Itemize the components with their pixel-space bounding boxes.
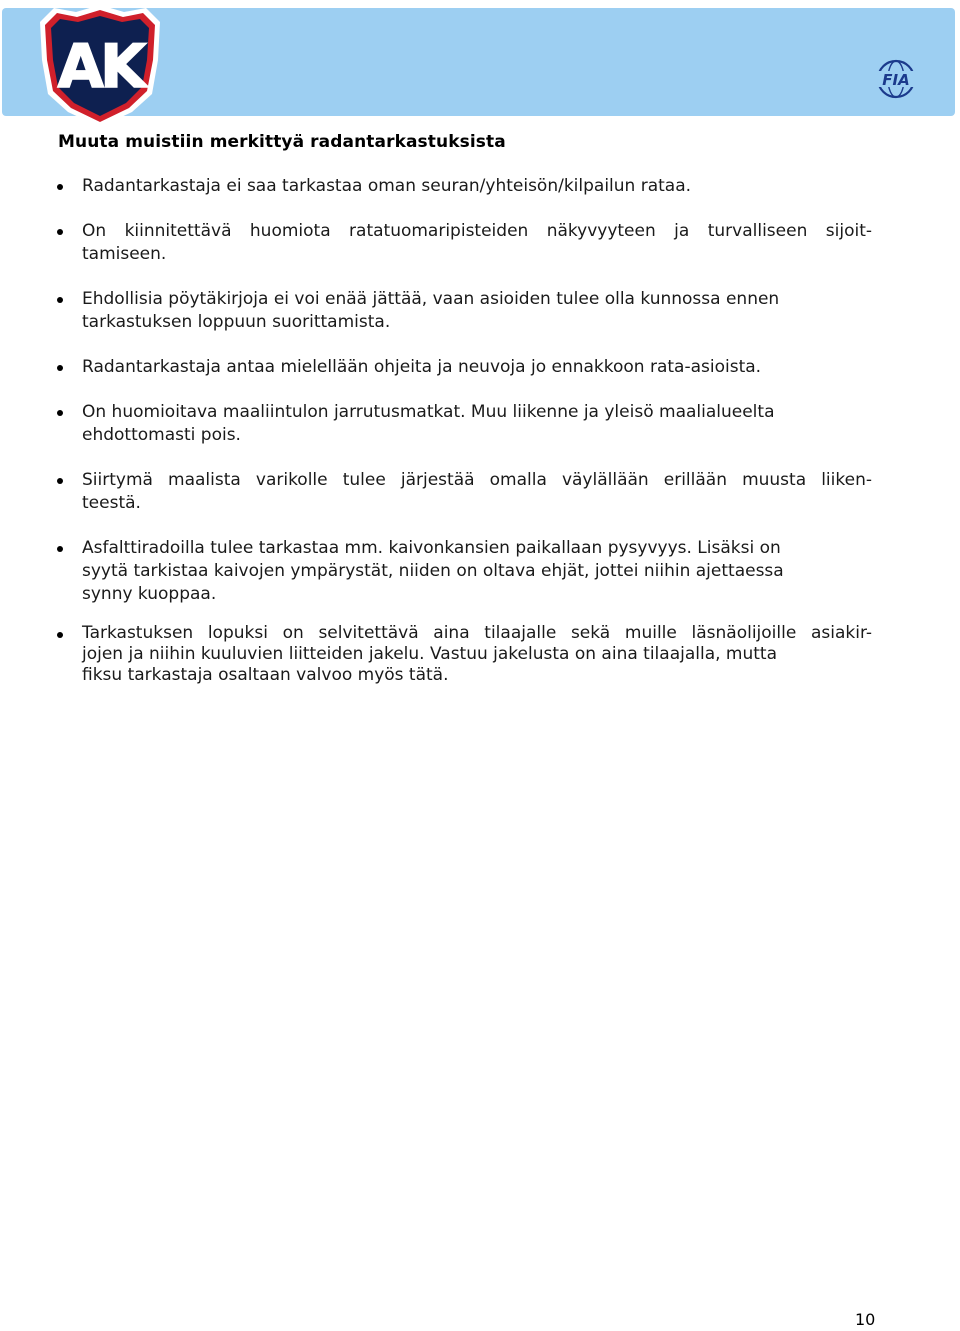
ak-logo — [34, 2, 166, 130]
ak-logo-text: AK — [57, 32, 143, 102]
bullet-icon — [57, 229, 63, 235]
bullet-icon — [57, 184, 63, 190]
list-item — [82, 175, 872, 198]
list-item-line: On huomioitava maaliintulon jarrutusmatkat. Muu liikenne ja yleisö maalialueelta — [82, 402, 775, 422]
page-number: 10 — [855, 1310, 876, 1329]
list-item — [82, 288, 872, 334]
fia-logo-text: FIA — [882, 71, 910, 89]
list-item-line: Radantarkastaja antaa mielellään ohjeita ja neuvoja jo ennakkoon rata-asioista. — [82, 357, 762, 377]
list-item-line: synny kuoppaa. — [82, 584, 217, 604]
list-item-line: Tarkastuksen lopuksi on selvitettävä aina tilaajalle sekä muille läsnäolijoille asiakir- — [82, 623, 872, 643]
list-item-line: fiksu tarkastaja osaltaan valvoo myös tätä. — [82, 665, 449, 685]
fia-logo — [866, 59, 926, 99]
section-title: Muuta muistiin merkittyä radantarkastuksista — [58, 132, 506, 152]
list-item-line: On kiinnitettävä huomiota ratatuomaripisteiden näkyvyyteen ja turvalliseen sijoit- — [82, 221, 872, 241]
list-item — [82, 537, 872, 606]
list-item-line: Radantarkastaja ei saa tarkastaa oman seuran/yhteisön/kilpailun rataa. — [82, 176, 692, 196]
list-item-line: Siirtymä maalista varikolle tulee järjestää omalla väylällään erillään muusta liiken- — [82, 470, 872, 490]
list-item — [82, 401, 872, 447]
list-item-line: syytä tarkistaa kaivojen ympärystät, niiden on oltava ehjät, jottei niihin ajettaessa — [82, 561, 784, 581]
list-item — [82, 469, 872, 515]
list-item-line: jojen ja niihin kuuluvien liitteiden jakelu. Vastuu jakelusta on aina tilaajalla, mutta — [82, 644, 778, 664]
list-item — [82, 220, 872, 266]
list-item-line: teestä. — [82, 493, 141, 513]
list-item-line: Ehdollisia pöytäkirjoja ei voi enää jättää, vaan asioiden tulee olla kunnossa ennen — [82, 289, 780, 309]
list-item-line: tarkastuksen loppuun suorittamista. — [82, 312, 391, 332]
bullet-icon — [57, 632, 63, 638]
list-item-line: tamiseen. — [82, 244, 167, 264]
list-item-line: Asfalttiradoilla tulee tarkastaa mm. kaivonkansien paikallaan pysyvyys. Lisäksi on — [82, 538, 781, 558]
bullet-icon — [57, 546, 63, 552]
list-item — [82, 356, 872, 379]
bullet-icon — [57, 410, 63, 416]
list-item — [82, 623, 872, 686]
bullet-icon — [57, 365, 63, 371]
list-item-line: ehdottomasti pois. — [82, 425, 241, 445]
bullet-icon — [57, 478, 63, 484]
bullet-icon — [57, 297, 63, 303]
